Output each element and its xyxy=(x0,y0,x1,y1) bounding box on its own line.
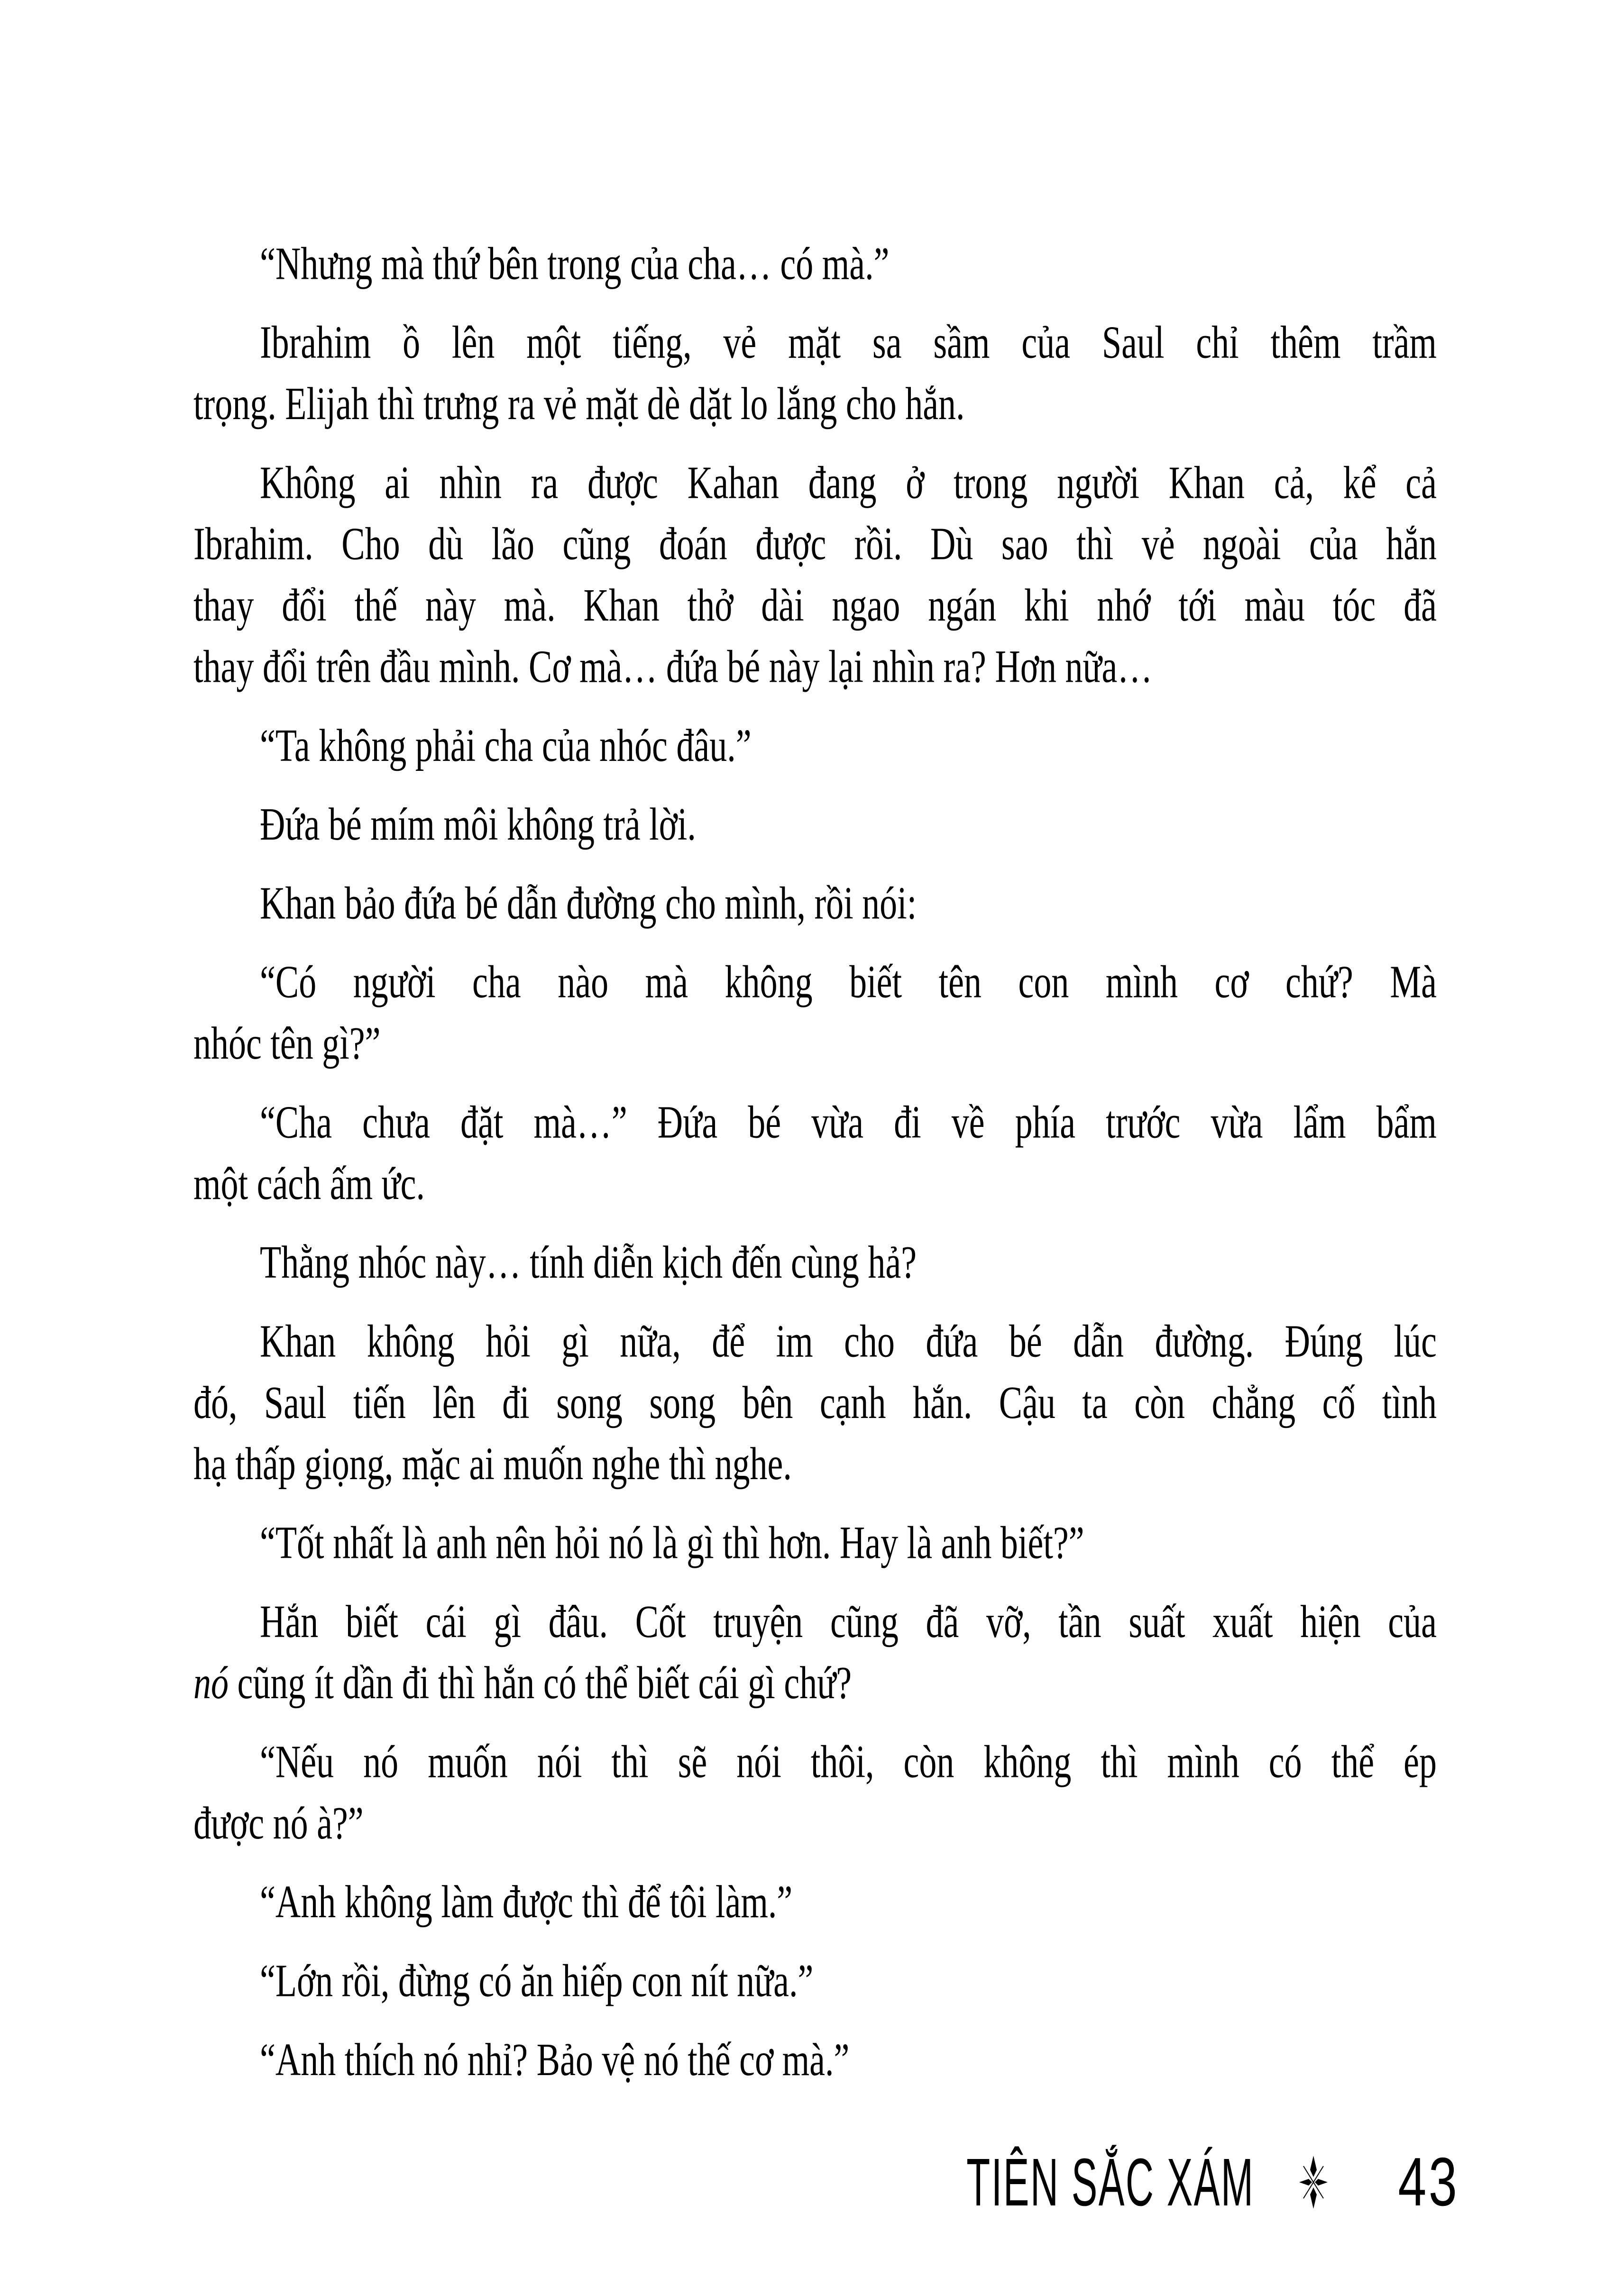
text-segment: Khan không hỏi gì nữa, để im cho đứa bé dẫn đường. Đúng lúc xyxy=(260,1316,1437,1367)
text-segment: “Ta không phải cha của nhóc đâu.” xyxy=(260,720,752,772)
paragraph xyxy=(193,2029,1437,2090)
text-segment: Ibrahim. Cho dù lão cũng đoán được rồi. Dù sao thì vẻ ngoài của hắn xyxy=(193,518,1437,570)
text-segment: cũng ít dần đi thì hắn có thể biết cái gì chứ? xyxy=(229,1657,852,1709)
text-segment: nhóc tên gì?” xyxy=(193,1018,381,1070)
paragraph xyxy=(193,794,1437,855)
text-segment: “Cha chưa đặt mà…” Đứa bé vừa đi về phía trước vừa lẩm bẩm xyxy=(260,1097,1437,1148)
text-segment: được nó à?” xyxy=(193,1798,364,1849)
book-title: TIÊN SẮC XÁM xyxy=(966,2144,1255,2220)
paragraph xyxy=(193,1232,1437,1293)
paragraph xyxy=(193,312,1437,435)
text-line xyxy=(193,1591,1437,1652)
text-line xyxy=(193,794,1437,855)
text-line xyxy=(193,233,1437,294)
text-line xyxy=(193,374,1437,435)
emphasized-text: nó xyxy=(193,1657,229,1709)
page-number: 43 xyxy=(1397,2143,1459,2220)
text-segment: Ibrahim ồ lên một tiếng, vẻ mặt sa sầm của Saul chỉ thêm trầm xyxy=(260,317,1437,369)
text-segment: thay đổi thế này mà. Khan thở dài ngao ngán khi nhớ tới màu tóc đã xyxy=(193,580,1437,631)
four-diamond-star-ornament-icon xyxy=(1298,2156,1329,2209)
text-line xyxy=(193,715,1437,776)
text-segment: một cách ấm ức. xyxy=(193,1158,425,1210)
text-block xyxy=(193,233,1437,2091)
text-line xyxy=(193,1311,1437,1372)
text-line xyxy=(193,1793,1437,1854)
text-segment: thay đổi trên đầu mình. Cơ mà… đứa bé này lại nhìn ra? Hơn nữa… xyxy=(193,641,1153,693)
text-segment: “Nhưng mà thứ bên trong của cha… có mà.” xyxy=(260,238,890,290)
paragraph xyxy=(193,1872,1437,1933)
text-line xyxy=(193,575,1437,636)
paragraph xyxy=(193,1512,1437,1573)
paragraph xyxy=(193,1950,1437,2012)
text-line xyxy=(193,873,1437,934)
text-segment: Không ai nhìn ra được Kahan đang ở trong người Khan cả, kể cả xyxy=(260,457,1437,509)
paragraph xyxy=(193,1311,1437,1495)
text-line xyxy=(193,1232,1437,1293)
text-line xyxy=(193,452,1437,513)
paragraph xyxy=(193,1731,1437,1854)
text-line xyxy=(193,1013,1437,1074)
text-line xyxy=(193,951,1437,1013)
paragraph xyxy=(193,1591,1437,1714)
text-line xyxy=(193,1512,1437,1573)
text-line xyxy=(193,636,1437,697)
paragraph xyxy=(193,951,1437,1074)
page-footer xyxy=(790,2142,1459,2223)
text-segment: Hắn biết cái gì đâu. Cốt truyện cũng đã vỡ, tần suất xuất hiện của xyxy=(260,1596,1437,1648)
paragraph xyxy=(193,873,1437,934)
paragraph xyxy=(193,452,1437,697)
text-segment: đó, Saul tiến lên đi song song bên cạnh hắn. Cậu ta còn chẳng cố tình xyxy=(193,1377,1437,1429)
text-line xyxy=(193,312,1437,373)
text-line xyxy=(193,1153,1437,1214)
paragraph xyxy=(193,1092,1437,1215)
text-segment: “Nếu nó muốn nói thì sẽ nói thôi, còn không thì mình có thể ép xyxy=(260,1736,1437,1788)
text-line xyxy=(193,1950,1437,2012)
text-line xyxy=(193,1092,1437,1153)
text-line xyxy=(193,1434,1437,1495)
text-segment: “Anh không làm được thì để tôi làm.” xyxy=(260,1876,793,1928)
text-segment: “Tốt nhất là anh nên hỏi nó là gì thì hơn. Hay là anh biết?” xyxy=(260,1517,1084,1569)
text-line xyxy=(193,1731,1437,1793)
paragraph xyxy=(193,233,1437,294)
text-line xyxy=(193,2029,1437,2090)
text-line xyxy=(193,1653,1437,1714)
text-segment: Thằng nhóc này… tính diễn kịch đến cùng hả? xyxy=(260,1237,917,1289)
text-segment: “Lớn rồi, đừng có ăn hiếp con nít nữa.” xyxy=(260,1955,814,2007)
paragraph xyxy=(193,715,1437,776)
text-segment: Đứa bé mím môi không trả lời. xyxy=(260,799,696,851)
text-segment: trọng. Elijah thì trưng ra vẻ mặt dè dặt lo lắng cho hắn. xyxy=(193,378,965,430)
text-line xyxy=(193,1872,1437,1933)
text-segment: Khan bảo đứa bé dẫn đường cho mình, rồi nói: xyxy=(260,878,917,929)
text-segment: “Anh thích nó nhỉ? Bảo vệ nó thế cơ mà.” xyxy=(260,2034,850,2086)
text-segment: “Có người cha nào mà không biết tên con mình cơ chứ? Mà xyxy=(260,956,1437,1008)
text-segment: hạ thấp giọng, mặc ai muốn nghe thì nghe. xyxy=(193,1438,792,1490)
text-line xyxy=(193,1372,1437,1433)
text-line xyxy=(193,513,1437,575)
